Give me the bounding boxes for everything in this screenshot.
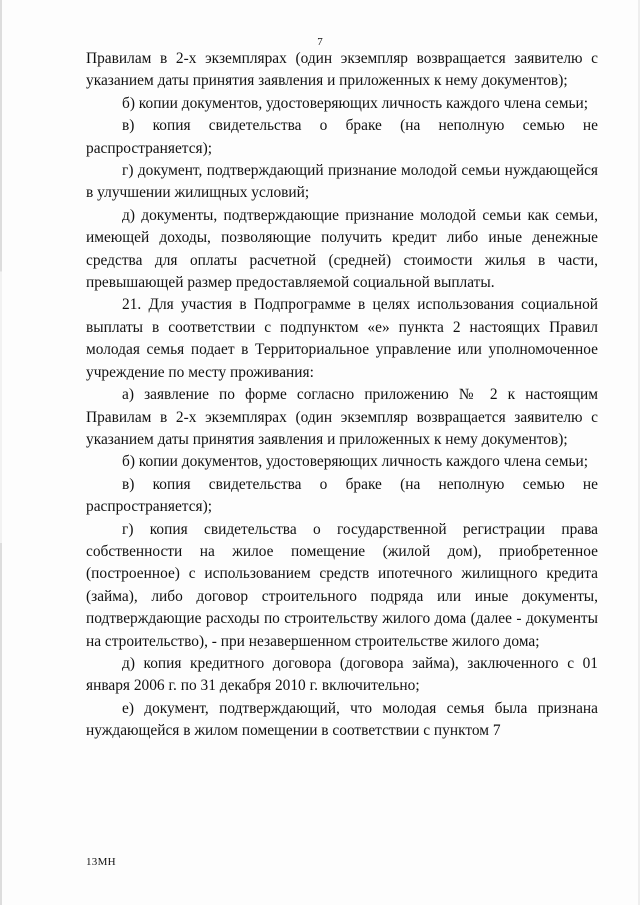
paragraph: а) заявление по форме согласно приложению № 2 к настоящим Правилам в 2-х экземплярах (один экземпляр возвращается заявителю с указанием даты принятия заявления и приложенных к нему документов); (86, 386, 598, 448)
page-edge-left (0, 0, 2, 905)
paragraph: в) копия свидетельства о браке (на неполную семью не распространяется); (86, 117, 598, 157)
paragraph: б) копии документов, удостоверяющих личность каждого члена семьи; (122, 453, 589, 471)
paragraph: д) копия кредитного договора (договора займа), заключенного с 01 января 2006 г. по 31 декабря 2010 г. включительно; (86, 654, 598, 695)
paragraph: г) документ, подтверждающий признание молодой семьи нуждающейся в улучшении жилищных условий; (86, 162, 598, 202)
paragraph: е) документ, подтверждающий, что молодая семья была признана нуждающейся в жилом помещении в соответствии с пунктом 7 (86, 699, 598, 740)
page-number: 7 (317, 36, 323, 48)
paragraph: г) копия свидетельства о государственной регистрации права собственности на жилое помещение (жилой дом), приобретенное (построенное) с использованием средств ипотечного жилищного кредита (займа), либо договор строительного подряда или иные документы, подтверждающие расходы по строительству жилого дома (далее - документы на строительство), - при незавершенном строительстве жилого дома; (86, 520, 598, 650)
footer-code: 13МН (86, 856, 116, 868)
paragraph: в) копия свидетельства о браке (на неполную семью не распространяется); (86, 475, 598, 516)
paragraph: Правилам в 2-х экземплярах (один экземпляр возвращается заявителю с указанием даты принятия заявления и приложенных к нему документов); (86, 50, 598, 90)
paragraph: д) документы, подтверждающие признание молодой семьи как семьи, имеющей доходы, позволяющие получить кредит либо иные денежные средства для оплаты расчетной (средней) стоимости жилья в части, превышающей размер предоставляемой социальной выплаты. (86, 206, 598, 292)
paragraph: б) копии документов, удостоверяющих личность каждого члена семьи; (122, 94, 589, 112)
document-body (86, 48, 598, 743)
paragraph: 21. Для участия в Подпрограмме в целях использования социальной выплаты в соответствии с подпунктом «е» пункта 2 настоящих Правил молодая семья подает в Территориальное управление или уполномоченное учреждение по месту проживания: (86, 296, 598, 381)
